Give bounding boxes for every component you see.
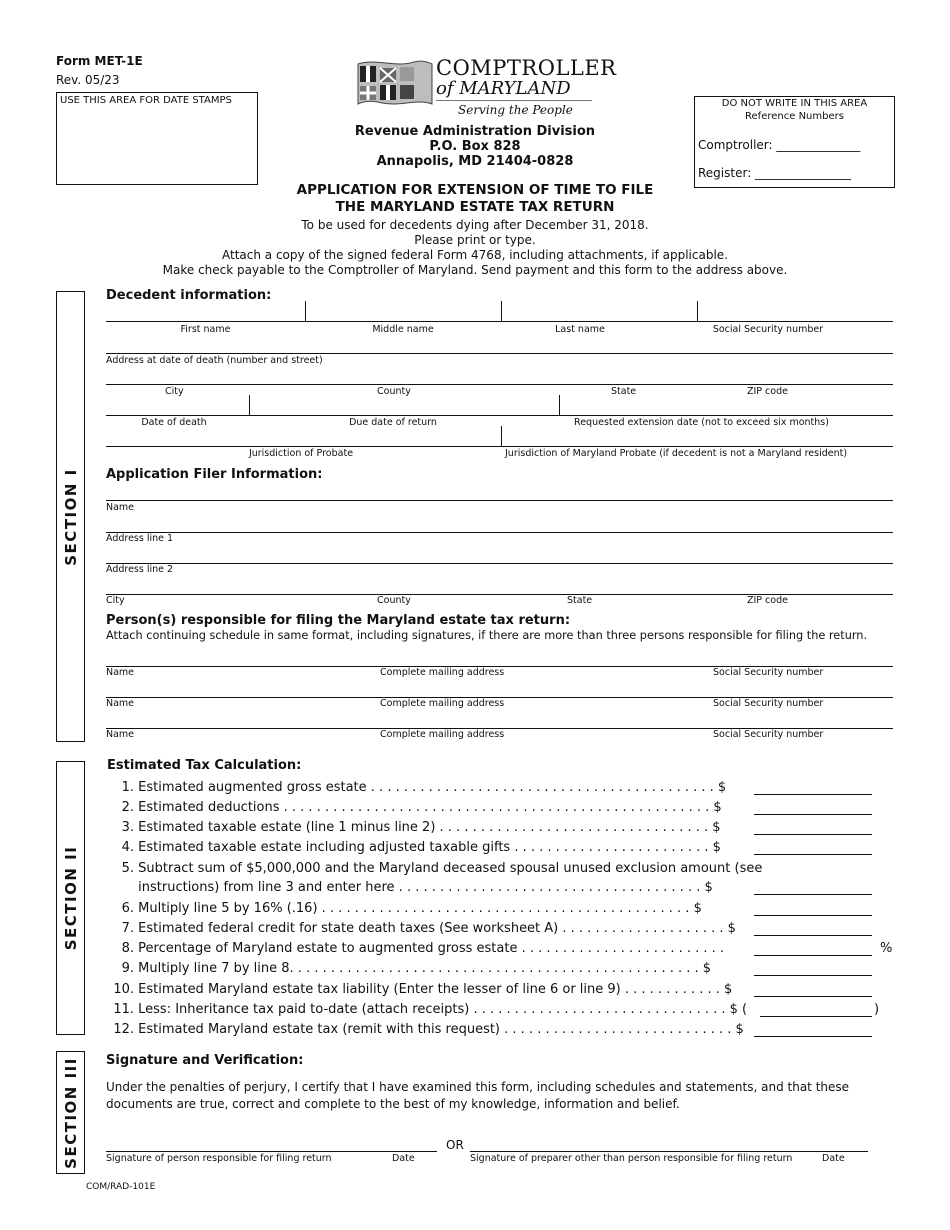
filer-address1-label: Address line 1 [106, 533, 174, 544]
jurisdiction-row-line[interactable] [106, 446, 893, 447]
ssn-label: Social Security number [712, 324, 824, 335]
person-1-ssn-label: Social Security number [713, 667, 824, 678]
logo-line2: of MARYLAND [436, 78, 571, 99]
form-title-line1: APPLICATION FOR EXTENSION OF TIME TO FILE [296, 182, 654, 198]
middle-name-label: Middle name [372, 324, 434, 335]
form-id: Form MET-1E [56, 54, 143, 68]
calc-line-12: 12. Estimated Maryland estate tax (remit with this request) . . . . . . . . . . . . . . . . . . . . . . . . . . . . $ [113, 1022, 744, 1037]
divider [559, 395, 560, 415]
calc-line-7-input[interactable] [754, 935, 872, 936]
form-title-line2: THE MARYLAND ESTATE TAX RETURN [335, 199, 615, 215]
division-name: Revenue Administration Division [354, 124, 596, 139]
section-1-label: SECTION I [61, 467, 80, 566]
address-field-line[interactable] [106, 353, 893, 354]
address-label: Address at date of death (number and street) [106, 355, 323, 366]
calc-line-8-input[interactable] [754, 955, 872, 956]
calc-line-11: 11. Less: Inheritance tax paid to-date (attach receipts) . . . . . . . . . . . . . . . . . . . . . . . . . . . . . . . $ ( [113, 1002, 748, 1017]
first-name-label: First name [180, 324, 231, 335]
reference-subtitle: Reference Numbers [745, 111, 844, 122]
zip-label: ZIP code [747, 386, 788, 397]
comptroller-ref: Comptroller: ______________ [698, 138, 861, 152]
calc-line-3-input[interactable] [754, 834, 872, 835]
filer-address1-line[interactable] [106, 532, 893, 533]
or-separator: OR [446, 1138, 464, 1152]
filer-date-label: Date [392, 1153, 415, 1164]
city-label: City [165, 386, 184, 397]
divider [501, 426, 502, 446]
calc-line-12-input[interactable] [754, 1036, 872, 1037]
filer-heading: Application Filer Information: [106, 467, 323, 482]
form-revision: Rev. 05/23 [56, 73, 120, 87]
jurisdiction-md-label: Jurisdiction of Maryland Probate (if decedent is not a Maryland resident) [505, 448, 848, 459]
preparer-signature-label: Signature of preparer other than person responsible for filing return [470, 1153, 793, 1164]
comptroller-logo [356, 56, 617, 122]
person-1-address-label: Complete mailing address [380, 667, 505, 678]
date-of-death-label: Date of death [141, 417, 207, 428]
calc-line-2: 2. Estimated deductions . . . . . . . . . . . . . . . . . . . . . . . . . . . . . . . . . . . . . . . . . . . . . . . . . . . . $ [121, 800, 722, 815]
register-ref: Register: ________________ [698, 166, 852, 180]
perjury-statement: Under the penalties of perjury, I certify that I have examined this form, including schedules and statements, and that these documents are true, correct and complete to the best of my knowledge, information and belief. [106, 1080, 850, 1111]
filer-address2-label: Address line 2 [106, 564, 174, 575]
person-2-ssn-label: Social Security number [713, 698, 824, 709]
logo-tagline: Serving the People [458, 103, 573, 117]
close-paren: ) [874, 1002, 880, 1017]
section-3-label: SECTION III [61, 1056, 80, 1169]
calc-line-5-input[interactable] [754, 894, 872, 895]
county-label: County [377, 386, 411, 397]
instruction-3: Attach a copy of the signed federal Form 4768, including attachments, if applicable. [222, 248, 728, 262]
city-address: Annapolis, MD 21404-0828 [376, 154, 574, 169]
person-1-name-label: Name [106, 667, 135, 678]
filer-signature-label: Signature of person responsible for filing return [106, 1153, 332, 1164]
due-date-label: Due date of return [349, 417, 437, 428]
logo-line1: COMPTROLLER [436, 56, 617, 80]
filer-signature-line[interactable] [106, 1151, 437, 1152]
calc-line-7: 7. Estimated federal credit for state death taxes (See worksheet A) . . . . . . . . . . . . . . . . . . . . $ [121, 921, 736, 936]
calc-line-1: 1. Estimated augmented gross estate . . . . . . . . . . . . . . . . . . . . . . . . . . . . . . . . . . . . . . . . . . $ [121, 780, 727, 795]
calc-line-5: 5. Subtract sum of $5,000,000 and the Maryland deceased spousal unused exclusion amount (see [121, 861, 763, 876]
person-3-ssn-label: Social Security number [713, 729, 824, 740]
calc-line-6-input[interactable] [754, 915, 872, 916]
preparer-signature-line[interactable] [470, 1151, 868, 1152]
state-label: State [611, 386, 637, 397]
instruction-2: Please print or type. [414, 233, 536, 247]
city-row-line[interactable] [106, 384, 893, 385]
person-2-name-label: Name [106, 698, 135, 709]
filer-county-label: County [377, 595, 411, 606]
preparer-date-label: Date [822, 1153, 845, 1164]
section-2-label: SECTION II [61, 845, 80, 951]
calc-line-1-input[interactable] [754, 794, 872, 795]
section-1-tab [56, 291, 85, 742]
calc-line-5-cont: instructions) from line 3 and enter here . . . . . . . . . . . . . . . . . . . . . . . . . . . . . . . . . . . . . $ [138, 880, 713, 895]
calc-line-9-input[interactable] [754, 975, 872, 976]
divider [305, 301, 306, 321]
calc-line-10-input[interactable] [754, 996, 872, 997]
divider [697, 301, 698, 321]
section-3-tab [56, 1051, 85, 1174]
filer-address2-line[interactable] [106, 563, 893, 564]
dates-row-line[interactable] [106, 415, 893, 416]
calc-line-10: 10. Estimated Maryland estate tax liability (Enter the lesser of line 6 or line 9) . . . . . . . . . . . . $ [113, 982, 733, 997]
divider [249, 395, 250, 415]
filer-city-label: City [106, 595, 125, 606]
reference-title: DO NOT WRITE IN THIS AREA [721, 98, 868, 109]
persons-heading: Person(s) responsible for filing the Maryland estate tax return: [106, 613, 571, 628]
person-3-address-label: Complete mailing address [380, 729, 505, 740]
maryland-flag-icon [356, 58, 434, 110]
instruction-4: Make check payable to the Comptroller of Maryland. Send payment and this form to the address above. [162, 263, 788, 277]
last-name-label: Last name [555, 324, 605, 335]
date-stamp-label: USE THIS AREA FOR DATE STAMPS [60, 95, 232, 106]
divider [501, 301, 502, 321]
percent-sign: % [880, 941, 893, 956]
calc-line-4-input[interactable] [754, 854, 872, 855]
decedent-heading: Decedent information: [106, 288, 272, 303]
date-stamp-area [56, 92, 258, 185]
filer-name-line[interactable] [106, 500, 893, 501]
logo-rule [436, 100, 592, 101]
persons-note: Attach continuing schedule in same format, including signatures, if there are more than three persons responsible for filing the return. [106, 629, 868, 642]
calc-heading: Estimated Tax Calculation: [107, 758, 302, 773]
extension-date-label: Requested extension date (not to exceed six months) [574, 417, 829, 428]
calc-line-9: 9. Multiply line 7 by line 8. . . . . . . . . . . . . . . . . . . . . . . . . . . . . . . . . . . . . . . . . . . . . . . . . . $ [121, 961, 712, 976]
calc-line-3: 3. Estimated taxable estate (line 1 minus line 2) . . . . . . . . . . . . . . . . . . . . . . . . . . . . . . . . . $ [121, 820, 721, 835]
filer-zip-label: ZIP code [747, 595, 788, 606]
jurisdiction-label: Jurisdiction of Probate [248, 448, 354, 459]
calc-line-11-input[interactable] [760, 1016, 872, 1017]
filer-state-label: State [567, 595, 593, 606]
calc-line-2-input[interactable] [754, 814, 872, 815]
filer-name-label: Name [106, 502, 135, 513]
calc-line-4: 4. Estimated taxable estate including adjusted taxable gifts . . . . . . . . . . . . . . . . . . . . . . . . $ [121, 840, 721, 855]
signature-heading: Signature and Verification: [106, 1053, 304, 1068]
instruction-1: To be used for decedents dying after December 31, 2018. [301, 218, 649, 232]
footer-code: COM/RAD-101E [86, 1182, 156, 1192]
reference-box [694, 96, 895, 188]
person-2-address-label: Complete mailing address [380, 698, 505, 709]
person-3-name-label: Name [106, 729, 135, 740]
section-2-tab [56, 761, 85, 1035]
calc-line-8: 8. Percentage of Maryland estate to augmented gross estate . . . . . . . . . . . . . . . . . . . . . . . . . [121, 941, 725, 956]
calc-line-6: 6. Multiply line 5 by 16% (.16) . . . . . . . . . . . . . . . . . . . . . . . . . . . . . . . . . . . . . . . . . . . . . $ [121, 901, 702, 916]
name-row-line[interactable] [106, 321, 893, 322]
po-box: P.O. Box 828 [429, 139, 521, 154]
